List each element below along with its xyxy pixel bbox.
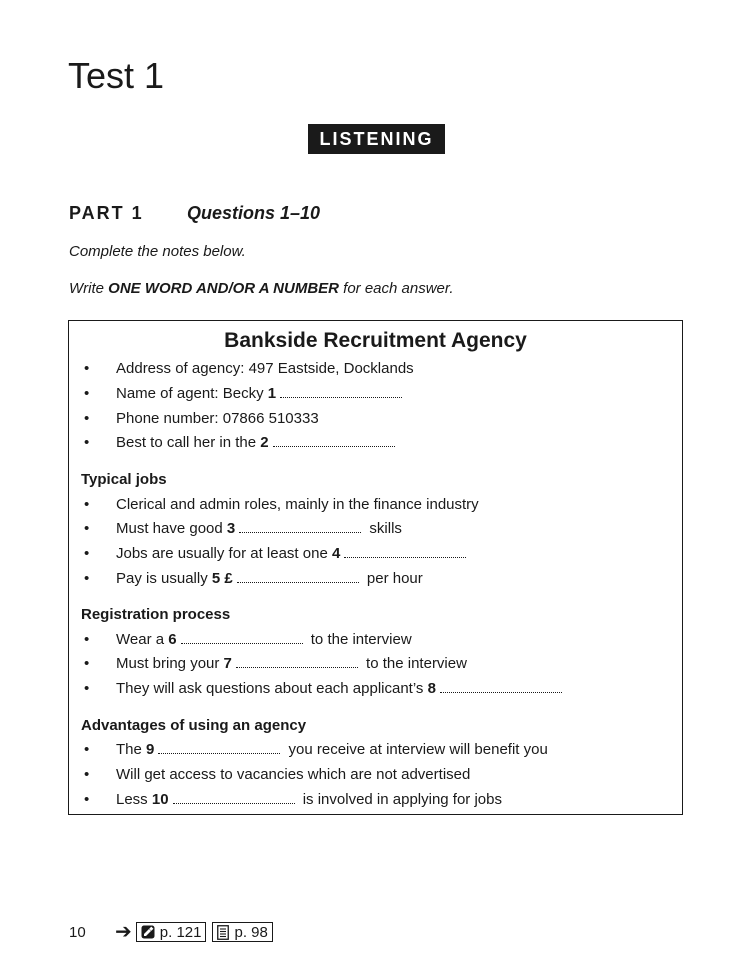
answer-blank-8[interactable] — [440, 688, 562, 693]
answer-key-icon — [217, 925, 229, 940]
list-item-address: • Address of agency: 497 Eastside, Docklands — [84, 360, 414, 377]
answer-blank-4[interactable] — [344, 553, 466, 558]
list-item-wear: • Wear a 6 to the interview — [84, 631, 412, 648]
arrow-right-icon: ➔ — [115, 921, 132, 943]
list-item-pay: • Pay is usually 5 £ per hour — [84, 570, 423, 587]
test-title: Test 1 — [68, 55, 165, 96]
subheading-advantages: Advantages of using an agency — [81, 717, 307, 734]
section-badge: LISTENING — [308, 124, 445, 154]
list-item-call-time: • Best to call her in the 2 — [84, 434, 399, 451]
instruction-complete-notes: Complete the notes below. — [69, 243, 246, 260]
list-item-vacancies: • Will get access to vacancies which are not advertised — [84, 766, 471, 783]
page-number: 10 — [69, 923, 86, 941]
page-footer — [69, 922, 279, 942]
notes-box — [68, 320, 683, 815]
list-item-phone: • Phone number: 07866 510333 — [84, 410, 319, 427]
list-item-duration: • Jobs are usually for at least one 4 — [84, 545, 470, 562]
answer-blank-6[interactable] — [181, 639, 303, 644]
part-label: PART 1 — [69, 203, 144, 223]
audio-script-reference[interactable]: p. 121 — [136, 922, 207, 942]
instruction-word-limit: Write ONE WORD AND/OR A NUMBER for each answer. — [69, 280, 454, 297]
list-item-skills: • Must have good 3 skills — [84, 520, 402, 537]
subheading-registration: Registration process — [81, 606, 231, 623]
answer-blank-7[interactable] — [236, 663, 358, 668]
subheading-typical-jobs: Typical jobs — [81, 471, 167, 488]
audio-script-icon — [141, 925, 155, 939]
answer-blank-10[interactable] — [173, 799, 295, 804]
notes-title: Bankside Recruitment Agency — [224, 329, 527, 352]
part-questions: Questions 1–10 — [187, 203, 321, 223]
answer-blank-2[interactable] — [273, 442, 395, 447]
list-item-less: • Less 10 is involved in applying for jobs — [84, 791, 502, 808]
part-header — [69, 203, 320, 224]
answer-blank-1[interactable] — [280, 393, 402, 398]
list-item-agent-name: • Name of agent: Becky 1 — [84, 385, 406, 402]
list-item-benefit: • The 9 you receive at interview will benefit you — [84, 741, 548, 758]
answer-blank-9[interactable] — [158, 749, 280, 754]
list-item-clerical: • Clerical and admin roles, mainly in the finance industry — [84, 496, 479, 513]
list-item-bring: • Must bring your 7 to the interview — [84, 655, 467, 672]
answer-blank-5[interactable] — [237, 578, 359, 583]
answer-blank-3[interactable] — [239, 528, 361, 533]
answer-key-reference[interactable]: p. 98 — [212, 922, 272, 942]
list-item-questions: • They will ask questions about each applicant’s 8 — [84, 680, 566, 697]
